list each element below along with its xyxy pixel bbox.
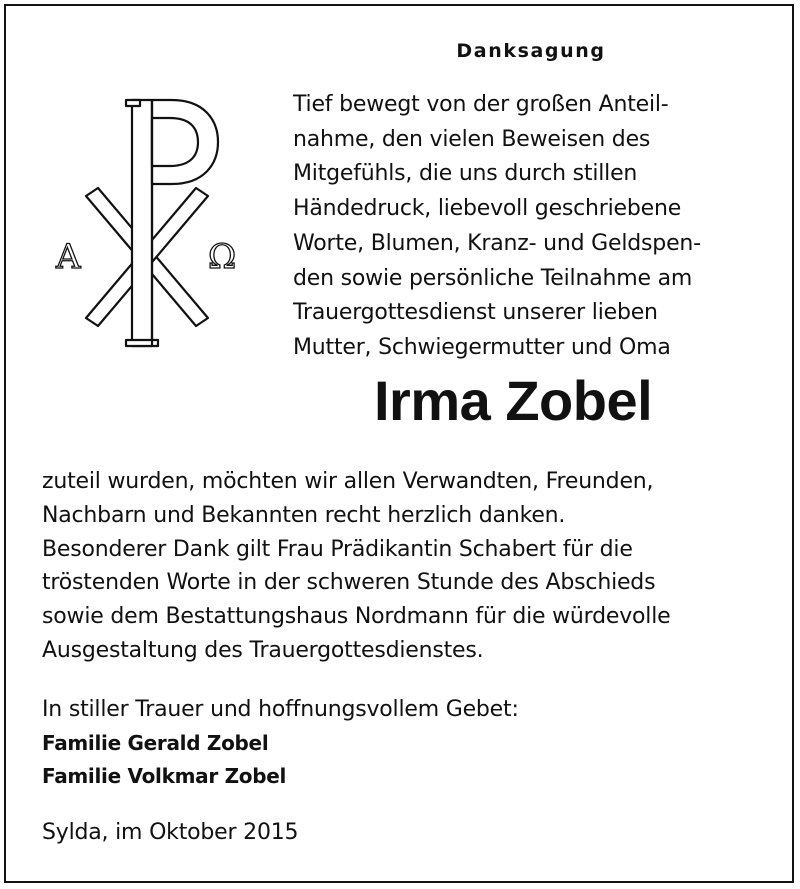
body-line: zuteil wurden, möchten wir allen Verwandten, Freunden, <box>42 469 654 494</box>
body-line: Ausgestaltung des Trauergottesdienstes. <box>42 637 484 663</box>
intro-line: Mitgefühls, die uns durch stillen <box>293 161 638 187</box>
notice-frame <box>4 4 794 883</box>
intro-line: Tief bewegt von der großen Anteil- <box>293 92 669 117</box>
intro-line: Mutter, Schwiegermutter und Oma <box>293 334 671 360</box>
body-line: sowie dem Bestattungshaus Nordmann für die würdevolle <box>42 604 671 630</box>
alpha-letter: A <box>56 237 81 277</box>
family-name: Familie Volkmar Zobel <box>42 764 287 788</box>
body-paragraph <box>42 465 782 668</box>
intro-line: den sowie persönliche Teilnahme am <box>293 265 693 291</box>
intro-line: Worte, Blumen, Kranz- und Geldspen- <box>293 230 701 256</box>
closing-line: In stiller Trauer und hoffnungsvollem Gebet: <box>42 697 519 722</box>
body-line: Besonderer Dank gilt Frau Prädikantin Schabert für die <box>42 536 633 562</box>
body-line: tröstenden Worte in der schweren Stunde des Abschieds <box>42 570 656 596</box>
omega-letter: Ω <box>208 237 237 277</box>
body-line: Nachbarn und Bekannten recht herzlich danken. <box>42 502 566 528</box>
notice-heading: Danksagung <box>456 40 606 62</box>
closing-block <box>42 693 642 794</box>
intro-line: nahme, den vielen Beweisen des <box>293 126 651 152</box>
intro-line: Trauergottesdienst unserer lieben <box>293 300 658 326</box>
intro-line: Händedruck, liebevoll geschriebene <box>293 196 682 222</box>
family-name: Familie Gerald Zobel <box>42 730 269 755</box>
deceased-name: Irma Zobel <box>374 369 653 432</box>
intro-paragraph <box>293 88 783 366</box>
chi-rho-alpha-omega-icon <box>36 96 266 356</box>
place-date: Sylda, im Oktober 2015 <box>42 820 299 845</box>
